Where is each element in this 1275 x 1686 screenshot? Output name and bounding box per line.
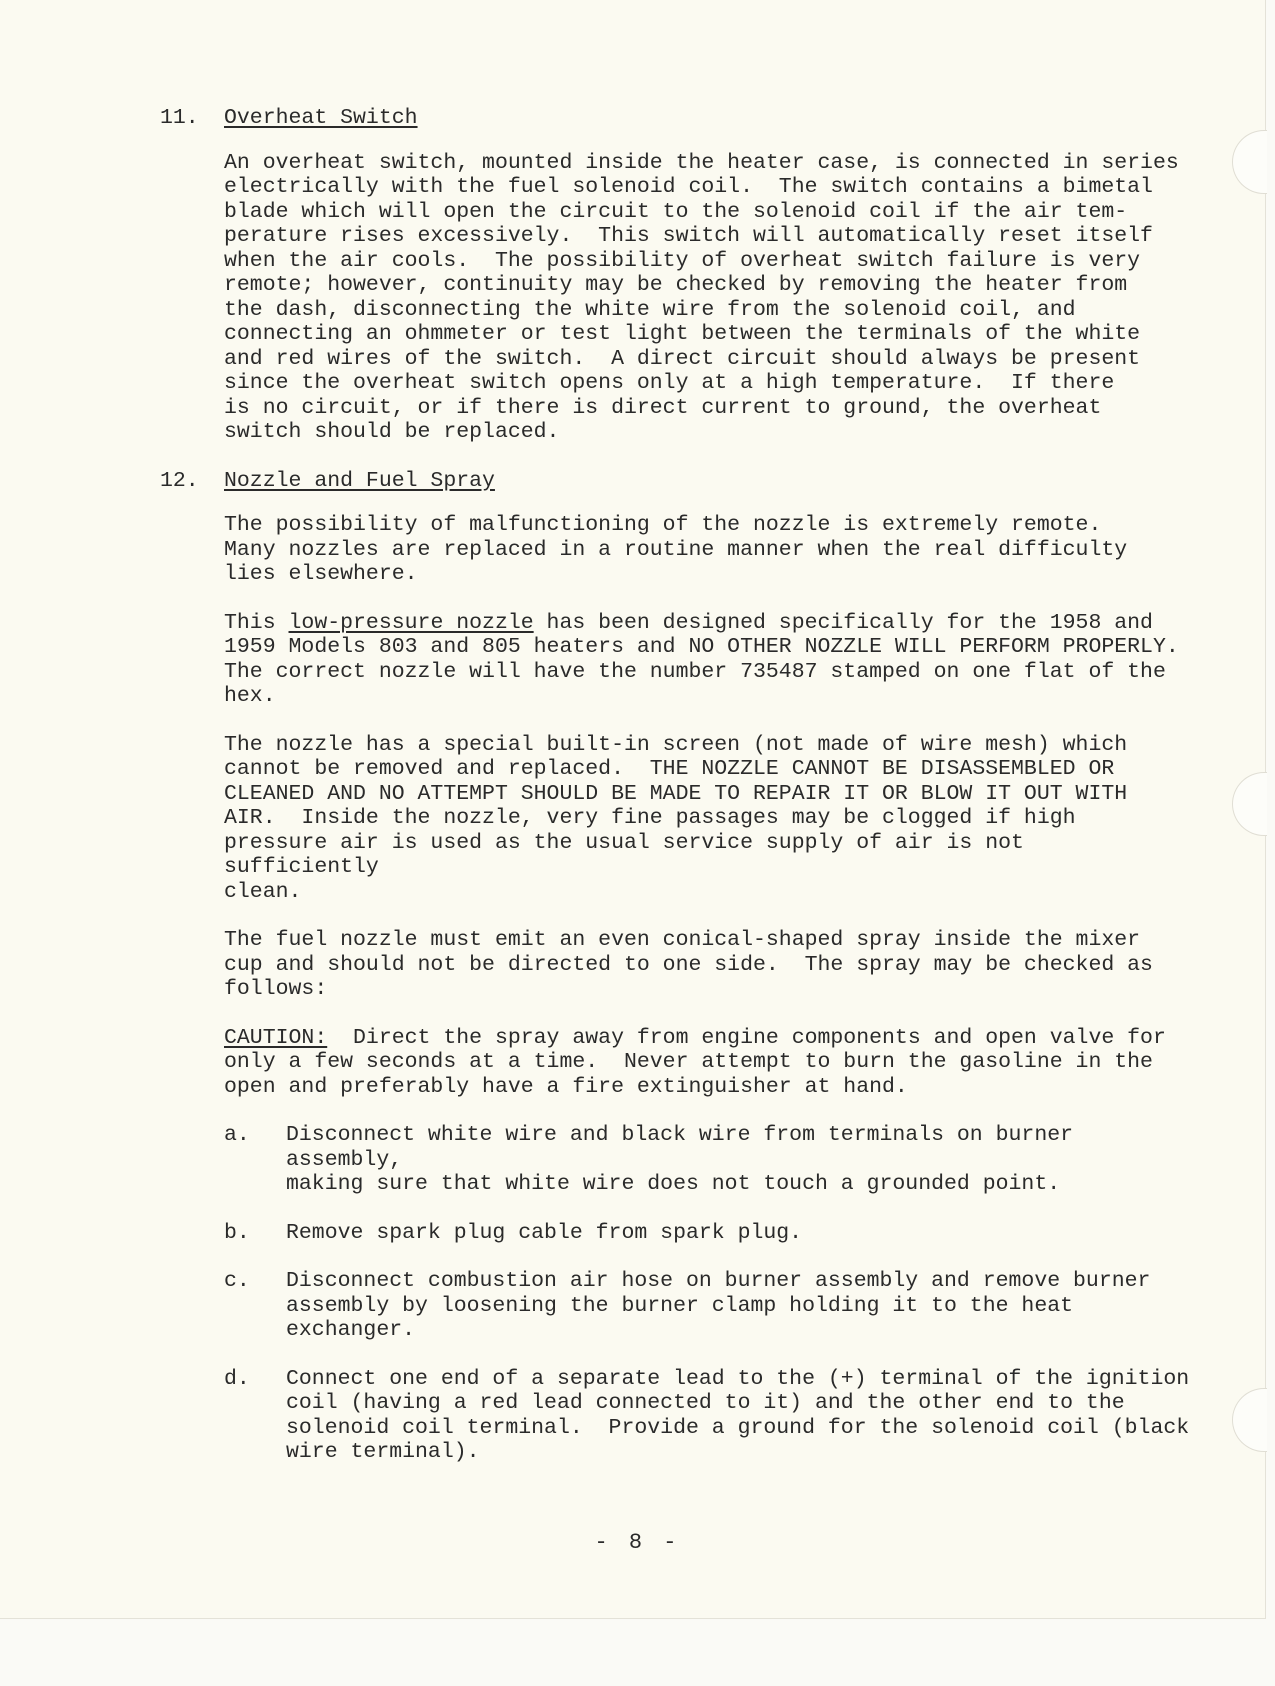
section-number: 12. [160, 468, 199, 493]
caution-label: CAUTION: [224, 1025, 328, 1050]
caution-paragraph [224, 1026, 1190, 1100]
page-number: - 8 - [594, 1530, 681, 1555]
step-text: Connect one end of a separate lead to the (+) terminal of the ignition coil (having a red lead connected to it) and the other end to the solenoid coil terminal. Provide a ground for the solenoid coil (black wire terminal). [286, 1366, 1190, 1464]
binder-hole [1232, 130, 1267, 194]
paragraph: An overheat switch, mounted inside the heater case, is connected in series electrically with the fuel solenoid coil. The switch contains a bimetal blade which will open the circuit to the solenoid coil if the air tem- perature rises excessively. This switch will automatically reset itself when the air cools. The possibility of overheat switch failure is very remote; however, continuity may be checked by removing the heater from the dash, disconnecting the white wire from the solenoid coil, and connecting an ohmmeter or test light between the terminals of the white and red wires of the switch. A direct circuit should always be present since the overheat switch opens only at a high temperature. If there is no circuit, or if there is direct current to ground, the overheat switch should be replaced. [224, 150, 1179, 444]
paragraph: The fuel nozzle must emit an even conical-shaped spray inside the mixer cup and should not be directed to one side. The spray may be checked as follows: [224, 928, 1153, 1001]
section-body-overheat-switch [224, 151, 1190, 445]
text-run: This [224, 610, 289, 635]
section-body-nozzle-fuel-spray [224, 513, 1190, 1099]
section-title: Overheat Switch [224, 106, 418, 130]
list-item [224, 1221, 1190, 1246]
binder-hole [1232, 772, 1267, 836]
page-content [160, 106, 1190, 1489]
caution-text: Direct the spray away from engine components and open valve for only a few seconds at a time. Never attempt to burn the gasoline in the open and preferably have a fire extinguisher at hand. [224, 1025, 1166, 1099]
section-number: 11. [160, 106, 199, 130]
step-text: Disconnect combustion air hose on burner assembly and remove burner assembly by loosening the burner clamp holding it to the heat exchanger. [286, 1269, 1151, 1342]
section-heading-overheat-switch [160, 106, 1190, 131]
paragraph: The nozzle has a special built-in screen (not made of wire mesh) which cannot be removed and replaced. THE NOZZLE CANNOT BE DISASSEMBLED OR CLEANED AND NO ATTEMPT SHOULD BE MADE TO REPAIR IT OR BLOW IT OUT WITH AIR. Inside the nozzle, very fine passages may be clogged if high pressure air is used as the usual service supply of air is not sufficiently clean. [224, 732, 1128, 904]
binder-hole [1232, 1388, 1267, 1452]
text-run: has been designed specifically for the 1958 and 1959 Models 803 and 805 heaters and NO OTHER NOZZLE WILL PERFORM PROPERLY. The correct nozzle will have the number 735487 stamped on one flat of the hex. [224, 610, 1179, 708]
step-label: a. [224, 1123, 250, 1147]
list-item [224, 1123, 1190, 1197]
section-title: Nozzle and Fuel Spray [224, 468, 495, 493]
underlined-text: low-pressure nozzle [288, 610, 534, 635]
list-item [224, 1367, 1190, 1465]
step-label: d. [224, 1366, 250, 1391]
step-list [224, 1123, 1190, 1465]
paragraph: The possibility of malfunctioning of the nozzle is extremely remote. Many nozzles are replaced in a routine manner when the real difficulty lies elsewhere. [224, 513, 1128, 586]
step-text: Disconnect white wire and black wire from terminals on burner assembly, making sure that white wire does not touch a grounded point. [286, 1123, 1074, 1196]
section-heading-nozzle-fuel-spray [160, 469, 1190, 494]
paragraph [224, 611, 1190, 709]
step-text: Remove spark plug cable from spark plug. [286, 1220, 803, 1245]
list-item [224, 1269, 1190, 1343]
step-label: c. [224, 1269, 250, 1293]
step-label: b. [224, 1220, 250, 1245]
